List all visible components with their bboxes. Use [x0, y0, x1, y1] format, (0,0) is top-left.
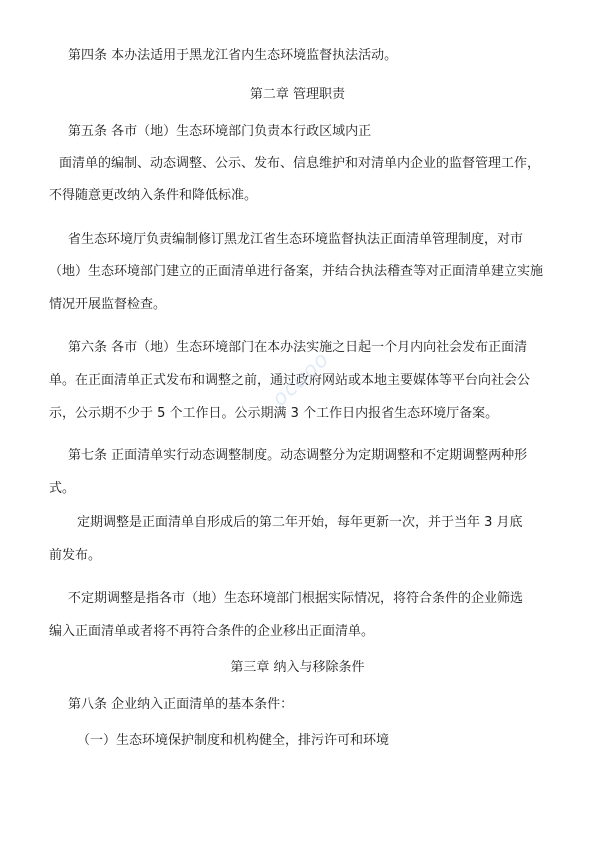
article-5-line-3: 不得随意更改纳入条件和降低标准。	[49, 188, 258, 203]
province-paragraph-line-2: （地）生态环境部门建立的正面清单进行备案，并结合执法稽查等对正面清单建立实施	[49, 264, 544, 279]
chapter-2-title: 第二章 管理职责	[249, 87, 346, 102]
item-1: （一）生态环境保护制度和机构健全，排污许可和环境	[77, 733, 390, 748]
article-4: 第四条 本办法适用于黑龙江省内生态环境监督执法活动。	[68, 48, 398, 63]
article-7-line-2: 式。	[49, 481, 76, 496]
article-6-line-3: 示，公示期不少于 5 个工作日。公示期满 3 个工作日内报省生态环境厅备案。	[49, 406, 499, 421]
watermark-logo: ocuoo	[267, 346, 334, 411]
article-8: 第八条 企业纳入正面清单的基本条件：	[68, 697, 294, 712]
province-paragraph-line-3: 情况开展监督检查。	[49, 297, 167, 312]
irregular-adjustment-line-1: 不定期调整是指各市（地）生态环境部门根据实际情况，将符合条件的企业筛选	[68, 591, 524, 606]
article-5-line-1: 第五条 各市（地）生态环境部门负责本行政区域内正	[68, 124, 372, 139]
province-paragraph-line-1: 省生态环境厅负责编制修订黑龙江省生态环境监督执法正面清单管理制度，对市	[68, 232, 524, 247]
chapter-3-title: 第三章 纳入与移除条件	[230, 660, 365, 675]
article-5-line-2: 面清单的编制、动态调整、公示、发布、信息维护和对清单内企业的监督管理工作，	[59, 156, 541, 171]
article-6-line-1: 第六条 各市（地）生态环境部门在本办法实施之日起一个月内向社会发布正面清	[68, 340, 528, 355]
article-6-line-2: 单。在正面清单正式发布和调整之前，通过政府网站或本地主要媒体等平台向社会公	[49, 373, 531, 388]
article-7-line-1: 第七条 正面清单实行动态调整制度。动态调整分为定期调整和不定期调整两种形	[68, 448, 528, 463]
regular-adjustment-line-1: 定期调整是正面清单自形成后的第二年开始，每年更新一次，并于当年 3 月底	[77, 515, 523, 530]
regular-adjustment-line-2: 前发布。	[49, 548, 102, 563]
irregular-adjustment-line-2: 编入正面清单或者将不再符合条件的企业移出正面清单。	[49, 624, 375, 639]
